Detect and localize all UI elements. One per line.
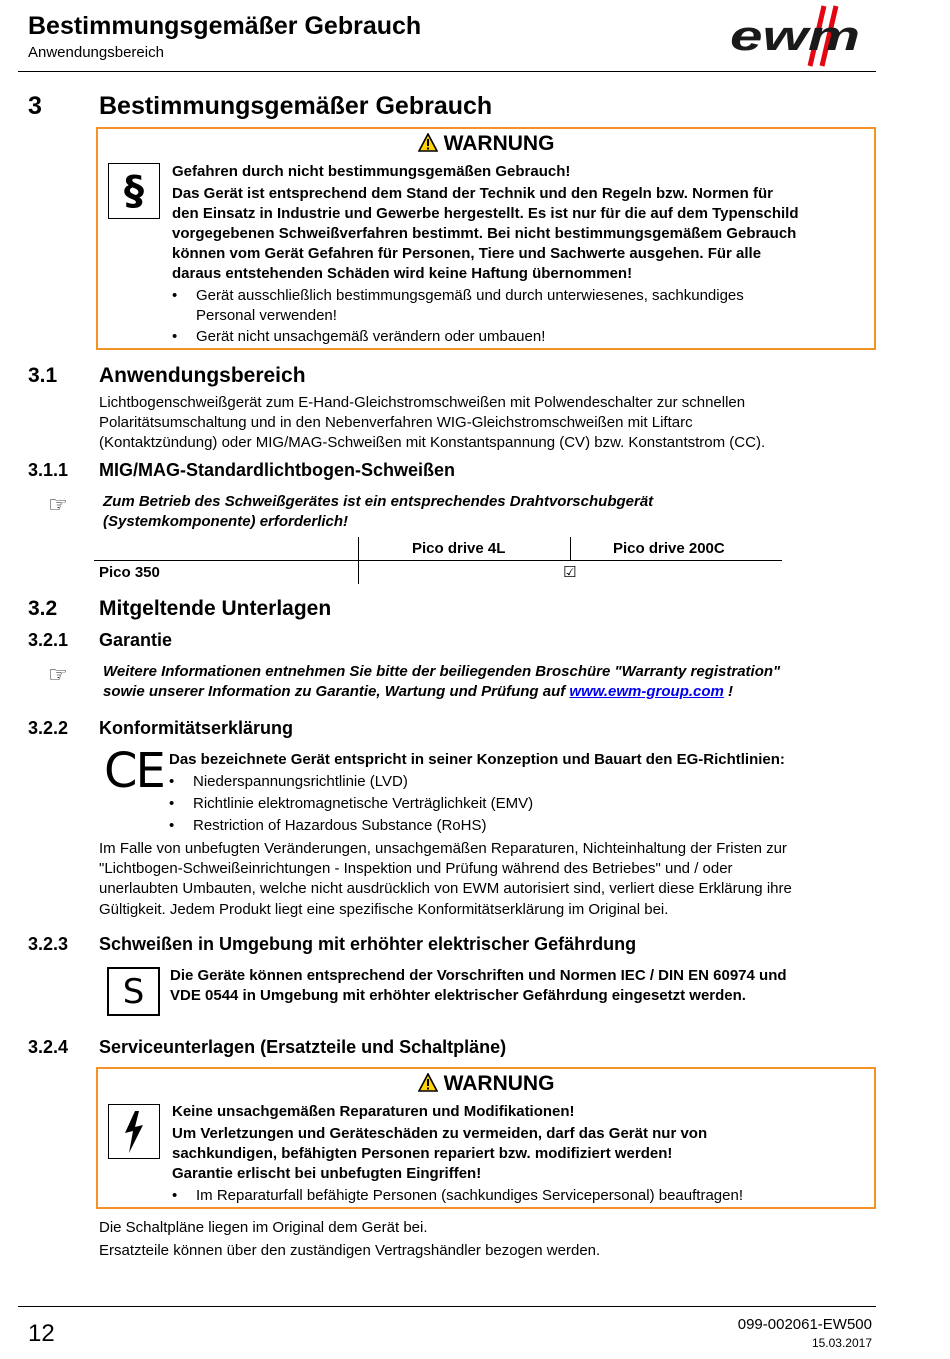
warning-header	[98, 1072, 874, 1096]
pointing-hand-icon: ☞	[48, 492, 68, 517]
header-title: Bestimmungsgemäßer Gebrauch	[28, 12, 422, 40]
warning-text-line: Garantie erlischt bei unbefugten Eingriffen!	[172, 1165, 482, 1182]
warning-label: WARNUNG	[443, 132, 555, 155]
warning-bullet: • Im Reparaturfall befähigte Personen (sachkundiges Servicepersonal) beauftragen!	[172, 1187, 743, 1204]
body-text: Lichtbogenschweißgerät zum E-Hand-Gleichstromschweißen mit Polwendeschalter zur schnellen	[99, 394, 746, 411]
body-text: Polaritätsumschaltung und in den Nebenverfahren WIG-Gleichstromschweißen mit Liftarc	[99, 414, 693, 431]
table-divider	[358, 537, 359, 584]
table-row-label: Pico 350	[99, 564, 160, 581]
directive-bullet: • Richtlinie elektromagnetische Verträglichkeit (EMV)	[169, 795, 534, 812]
warning-header	[98, 132, 874, 156]
warning-text-line: Keine unsachgemäßen Reparaturen und Modifikationen!	[172, 1103, 575, 1120]
table-divider	[570, 537, 571, 561]
header-subtitle: Anwendungsbereich	[28, 44, 164, 61]
section-title: MIG/MAG-Standardlichtbogen-Schweißen	[99, 460, 456, 480]
logo-text: ewm	[730, 12, 860, 59]
pointing-hand-icon: ☞	[48, 662, 68, 687]
s-mark-icon: S	[107, 967, 160, 1016]
ce-mark-icon: CE	[104, 743, 164, 799]
table-header-cell: Pico drive 200C	[613, 540, 725, 557]
directive-bullet: • Niederspannungsrichtlinie (LVD)	[169, 773, 408, 790]
body-text: (Kontaktzündung) oder MIG/MAG-Schweißen mit Konstantspannung (CV) bzw. Konstantstrom (CC).	[99, 434, 766, 451]
section-title: Konformitätserklärung	[99, 718, 294, 738]
table-divider	[94, 560, 782, 561]
hint-text: sowie unserer Information zu Garantie, Wartung und Prüfung auf www.ewm-group.com !	[103, 683, 734, 700]
section-number: 3.1.1	[28, 460, 69, 480]
body-text: unerlaubten Umbauten, welche nicht ausdrücklich von EWM autorisiert sind, verliert diese Erklärung ihre	[99, 880, 792, 897]
warning-text-line: Um Verletzungen und Geräteschäden zu vermeiden, darf das Gerät nur von	[172, 1125, 708, 1142]
ewm-logo	[728, 4, 862, 68]
warning-text-line: den Einsatz in Industrie und Gewerbe hergestellt. Es ist nur für die auf dem Typenschild	[172, 205, 799, 222]
paragraph-icon: §	[108, 163, 160, 219]
hint-text: Zum Betrieb des Schweißgerätes ist ein entsprechendes Drahtvorschubgerät	[103, 493, 654, 510]
body-text: Im Falle von unbefugten Veränderungen, unsachgemäßen Reparaturen, Nichteinhaltung der Fristen zur	[99, 840, 787, 857]
section-title: Bestimmungsgemäßer Gebrauch	[99, 92, 493, 120]
section-title: Mitgeltende Unterlagen	[99, 597, 332, 620]
body-text: Gültigkeit. Jedem Produkt liegt eine spezifische Konformitätserklärung im Original bei.	[99, 901, 669, 918]
body-text-bold: VDE 0544 in Umgebung mit erhöhter elektrischer Gefährdung eingesetzt werden.	[170, 987, 746, 1004]
section-number: 3.2.2	[28, 718, 69, 738]
warning-triangle-icon	[418, 1073, 438, 1092]
warning-text-line: Gefahren durch nicht bestimmungsgemäßen Gebrauch!	[172, 163, 571, 180]
hint-text: (Systemkomponente) erforderlich!	[103, 513, 349, 530]
directive-bullet: • Restriction of Hazardous Substance (RoHS)	[169, 817, 487, 834]
section-number: 3	[28, 92, 42, 120]
body-text: Die Schaltpläne liegen im Original dem Gerät bei.	[99, 1219, 428, 1236]
body-text: Ersatzteile können über den zuständigen Vertragshändler bezogen werden.	[99, 1242, 601, 1259]
hint-text: Weitere Informationen entnehmen Sie bitte der beiliegenden Broschüre "Warranty registration"	[103, 663, 781, 680]
body-text: "Lichtbogen-Schweißeinrichtungen - Inspektion und Prüfung während des Betriebes" und / oder	[99, 860, 733, 877]
section-number: 3.2.4	[28, 1037, 69, 1057]
section-title: Schweißen in Umgebung mit erhöhter elektrischer Gefährdung	[99, 934, 637, 954]
electric-hazard-icon	[108, 1104, 160, 1159]
table-check-cell: ☑	[563, 563, 577, 581]
section-title: Garantie	[99, 630, 173, 650]
website-link[interactable]: www.ewm-group.com	[569, 683, 724, 700]
section-number: 3.2.3	[28, 934, 69, 954]
warning-bullet: • Gerät ausschließlich bestimmungsgemäß und durch unterwiesenes, sachkundiges Personal verwenden!	[172, 287, 744, 324]
warning-bullet: • Gerät nicht unsachgemäß verändern oder umbauen!	[172, 328, 546, 345]
section-number: 3.2.1	[28, 630, 69, 650]
body-text-bold: Die Geräte können entsprechend der Vorschriften und Normen IEC / DIN EN 60974 und	[170, 967, 787, 984]
warning-triangle-icon	[418, 133, 438, 152]
warning-text-line: vorgegebenen Schweißverfahren bestimmt. Bei nicht bestimmungsgemäßem Gebrauch	[172, 225, 797, 242]
section-number: 3.2	[28, 597, 58, 620]
section-title: Anwendungsbereich	[99, 364, 306, 387]
warning-label: WARNUNG	[443, 1072, 555, 1095]
footer-divider	[18, 1306, 876, 1307]
section-number: 3.1	[28, 364, 58, 387]
page-number: 12	[28, 1320, 55, 1347]
document-date: 15.03.2017	[811, 1336, 872, 1350]
warning-text-line: Das Gerät ist entsprechend dem Stand der Technik und den Regeln bzw. Normen für	[172, 185, 773, 202]
document-id: 099-002061-EW500	[737, 1316, 872, 1333]
table-header-cell: Pico drive 4L	[412, 540, 506, 557]
warning-text-line: sachkundigen, befähigten Personen repariert bzw. modifiziert werden!	[172, 1145, 673, 1162]
warning-text-line: daraus entstehenden Schäden wird keine Haftung übernommen!	[172, 265, 633, 282]
header-divider	[18, 71, 876, 72]
warning-text-line: können vom Gerät Gefahren für Personen, Tiere und Sachwerte ausgehen. Für alle	[172, 245, 762, 262]
conformity-intro: Das bezeichnete Gerät entspricht in seiner Konzeption und Bauart den EG-Richtlinien:	[169, 751, 785, 768]
section-title: Serviceunterlagen (Ersatzteile und Schaltpläne)	[99, 1037, 507, 1057]
